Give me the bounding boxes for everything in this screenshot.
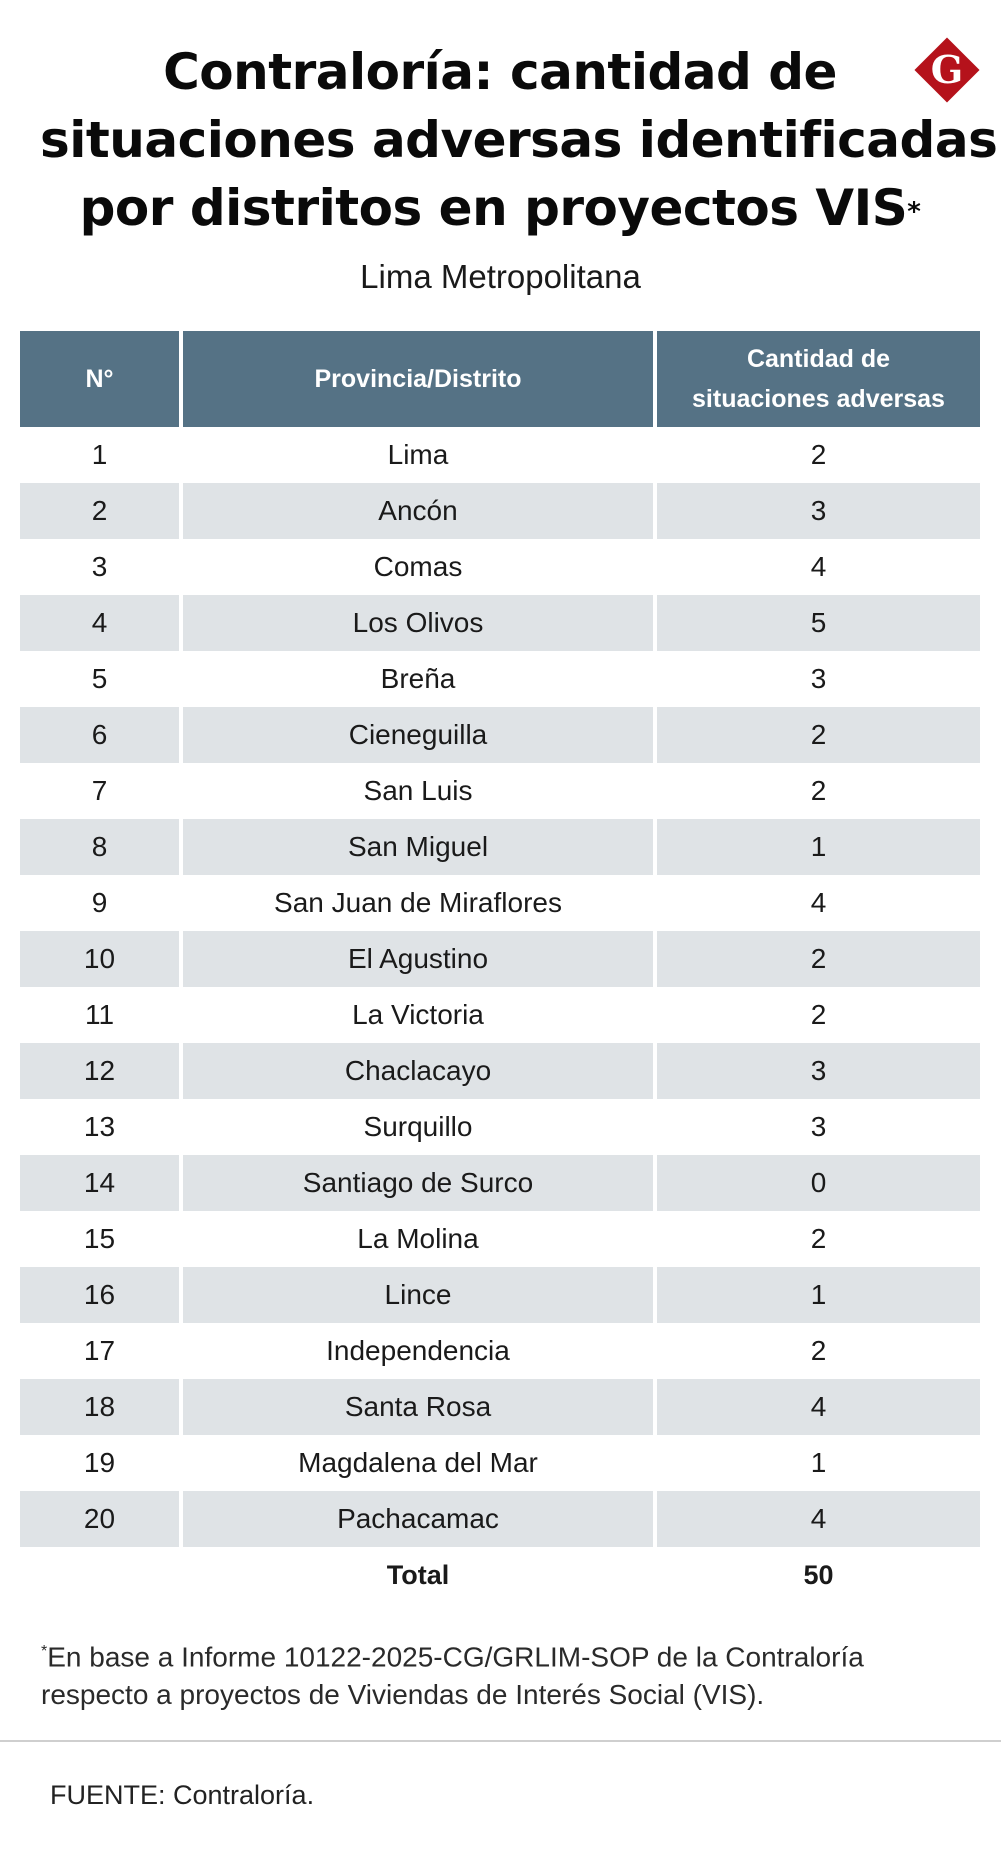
cell-count: 3: [655, 651, 980, 707]
cell-count: 2: [655, 427, 980, 483]
table-row: [20, 1491, 980, 1547]
cell-district: Magdalena del Mar: [181, 1435, 655, 1491]
title-line-3-text: por distritos en proyectos VIS: [79, 179, 908, 237]
table-row: [20, 651, 980, 707]
cell-district: La Molina: [181, 1211, 655, 1267]
cell-district: Santa Rosa: [181, 1379, 655, 1435]
cell-district: Chaclacayo: [181, 1043, 655, 1099]
table-row: [20, 763, 980, 819]
table-row: [20, 595, 980, 651]
table-row: [20, 931, 980, 987]
header-count: [655, 331, 980, 427]
cell-count: 1: [655, 819, 980, 875]
cell-number: 8: [20, 819, 181, 875]
cell-district: Pachacamac: [181, 1491, 655, 1547]
cell-number: 10: [20, 931, 181, 987]
cell-number: 7: [20, 763, 181, 819]
cell-number: 9: [20, 875, 181, 931]
table-row: [20, 707, 980, 763]
table-row: [20, 1099, 980, 1155]
gestion-logo: [911, 34, 983, 106]
footnote-asterisk: *: [41, 1643, 48, 1660]
table-row: [20, 875, 980, 931]
cell-count: 2: [655, 1211, 980, 1267]
table-row: [20, 483, 980, 539]
cell-district: Breña: [181, 651, 655, 707]
cell-number: 18: [20, 1379, 181, 1435]
cell-district: El Agustino: [181, 931, 655, 987]
subtitle: Lima Metropolitana: [360, 258, 641, 295]
cell-district: Comas: [181, 539, 655, 595]
cell-number: 12: [20, 1043, 181, 1099]
total-label: Total: [181, 1547, 655, 1603]
table-row: [20, 987, 980, 1043]
cell-district: La Victoria: [181, 987, 655, 1043]
footnote-line-1: En base a Informe 10122-2025-CG/GRLIM-SOP de la Contraloría: [47, 1641, 864, 1673]
cell-count: 2: [655, 1323, 980, 1379]
footnote: [41, 1633, 971, 1714]
cell-count: 2: [655, 987, 980, 1043]
cell-district: Cieneguilla: [181, 707, 655, 763]
cell-district: Surquillo: [181, 1099, 655, 1155]
table-row: [20, 1043, 980, 1099]
cell-district: San Luis: [181, 763, 655, 819]
cell-district: Santiago de Surco: [181, 1155, 655, 1211]
cell-number: 14: [20, 1155, 181, 1211]
cell-number: 4: [20, 595, 181, 651]
source-credit: FUENTE: Contraloría.: [50, 1780, 315, 1810]
cell-count: 3: [655, 483, 980, 539]
cell-number: 20: [20, 1491, 181, 1547]
title-line-3: [40, 174, 960, 242]
cell-district: San Miguel: [181, 819, 655, 875]
cell-count: 1: [655, 1267, 980, 1323]
title-line-2: situaciones adversas identificadas: [40, 111, 998, 169]
cell-number: 2: [20, 483, 181, 539]
table-row: [20, 539, 980, 595]
cell-count: 4: [655, 539, 980, 595]
cell-number: 13: [20, 1099, 181, 1155]
header-count-line-2: situaciones adversas: [692, 385, 945, 413]
cell-count: 2: [655, 763, 980, 819]
cell-count: 3: [655, 1043, 980, 1099]
page-title: [40, 38, 998, 242]
table-row: [20, 1211, 980, 1267]
divider: [0, 1740, 1001, 1742]
cell-count: 1: [655, 1435, 980, 1491]
cell-district: San Juan de Miraflores: [181, 875, 655, 931]
cell-district: Independencia: [181, 1323, 655, 1379]
cell-district: Ancón: [181, 483, 655, 539]
table-row: [20, 427, 980, 483]
title-asterisk: *: [907, 197, 921, 227]
title-line-1: Contraloría: cantidad de: [163, 43, 837, 101]
cell-number: 5: [20, 651, 181, 707]
table-row: [20, 1155, 980, 1211]
cell-number: 16: [20, 1267, 181, 1323]
total-row: [20, 1547, 980, 1603]
cell-count: 5: [655, 595, 980, 651]
cell-number: 19: [20, 1435, 181, 1491]
cell-count: 2: [655, 931, 980, 987]
cell-district: Lince: [181, 1267, 655, 1323]
cell-district: Los Olivos: [181, 595, 655, 651]
cell-count: 4: [655, 875, 980, 931]
cell-count: 3: [655, 1099, 980, 1155]
logo-letter: G: [930, 47, 964, 92]
cell-number: 3: [20, 539, 181, 595]
table-row: [20, 1267, 980, 1323]
cell-number: 15: [20, 1211, 181, 1267]
districts-table: [20, 331, 980, 1603]
table-row: [20, 1323, 980, 1379]
header-district: Provincia/Distrito: [181, 331, 655, 427]
header-number: N°: [20, 331, 181, 427]
cell-district: Lima: [181, 427, 655, 483]
cell-count: 4: [655, 1379, 980, 1435]
cell-number: 11: [20, 987, 181, 1043]
cell-number: 17: [20, 1323, 181, 1379]
total-value: 50: [655, 1547, 980, 1603]
table-row: [20, 819, 980, 875]
footnote-line-2: respecto a proyectos de Viviendas de Interés Social (VIS).: [41, 1679, 765, 1711]
table-header-row: [20, 331, 980, 427]
cell-number: 1: [20, 427, 181, 483]
table-row: [20, 1379, 980, 1435]
header-count-line-1: Cantidad de: [746, 345, 891, 373]
cell-count: 2: [655, 707, 980, 763]
cell-count: 0: [655, 1155, 980, 1211]
total-empty-cell: [20, 1547, 181, 1603]
cell-number: 6: [20, 707, 181, 763]
table-row: [20, 1435, 980, 1491]
cell-count: 4: [655, 1491, 980, 1547]
